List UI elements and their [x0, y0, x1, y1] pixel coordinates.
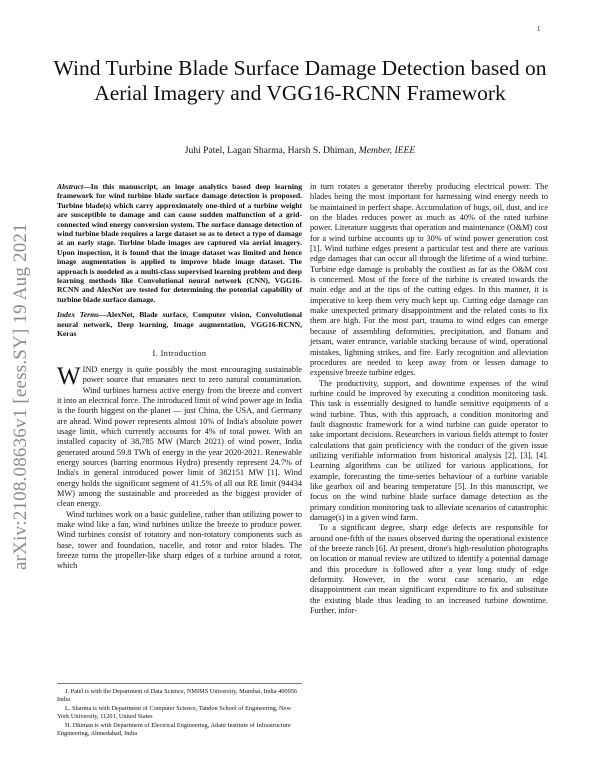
intro-paragraph-2: Wind turbines work on a basic guideline, rather than utilizing power to make wind like a fan, wind turbines utilize the breeze to produce power. Wind turbines consist of rotatory and non-rotatory components such as base, tower and foundation, nacelle, and rotor and rotor blades. The breeze turns the propeller-like sharp edges of a turbine around a rotor, which — [57, 509, 302, 571]
section-heading-introduction: I. Introduction — [152, 348, 207, 358]
body-paragraph: The productivity, support, and downtime expenses of the wind turbine could be improved by executing a condition monitoring task. This task is essentially designed to handle sensitive equipments of a wind turbine. Thus, with this approach, a condition monitoring and fault diagnostic framework for a wind turbine can guide operator to take important decisions. Researchers in various fields attempt to foster calculations that gain proficiency with the conduct of the given issue utilizing verifiable information from historical analysis [2], [3], [4]. Learning algorithms can be utilized for various applications, for example, forecasting the time-series behaviour of a turbine variable like gearbox oil and bearing temperature [5]. In this manuscript, we focus on the wind turbine blade surface damage detection as the primary condition monitoring task to alleviate scenarios of catastrophic damage(s) in a given wind farm. — [310, 378, 548, 522]
index-terms-text: —AlexNet, Blade surface, Computer vision, Convolutional neural network, Deep learning, Image augmentation, VGG16-RCNN, Keras — [57, 310, 303, 339]
arxiv-stamp: arXiv:2108.08636v1 [eess.SY] 19 Aug 2021 — [10, 223, 31, 570]
footnote: J. Patel is with the Department of Data Science, NMIMS University, Mumbai, India 400056 India — [57, 688, 298, 703]
intro-paragraph-1 — [57, 362, 302, 510]
footnote: H. Dhiman is with Department of Electrical Engineering, Adani Institute of Infrastructure Engineering, Ahmedabad, India — [57, 722, 291, 737]
page-number: 1 — [537, 25, 541, 33]
abstract — [57, 182, 302, 304]
drop-cap: W — [57, 362, 81, 390]
author-membership: Member, IEEE — [358, 145, 416, 156]
author-line — [50, 145, 550, 156]
affiliation-footnotes — [57, 683, 302, 739]
author-names: Juhi Patel, Lagan Sharma, Harsh S. Dhiman, — [184, 145, 357, 156]
abstract-label: Abstract — [57, 182, 84, 191]
footnote: L. Sharma is with Department of Computer Science, Tandon School of Engineering, New York University, 11201, United States — [57, 705, 291, 720]
paper-title: Wind Turbine Blade Surface Damage Detection based on Aerial Imagery and VGG16-RCNN Framework — [53, 56, 547, 105]
body-paragraph: To a significant degree, sharp edge defects are responsible for around one-fifth of the issues observed during the operational existence of the breeze ranch [6]. At present, drone's high-resolution photographs on location or manual review are utilized to identify a potential damage and this procedure is followed after a year long study of edge deformity. However, in the worst case scenario, an edge disappointment can mean significant expenditure to fix and substitute the existing blade thus leading to an increased turbine downtime. Further, infor- — [310, 523, 548, 616]
right-column — [310, 182, 548, 616]
body-paragraph: in turn rotates a generator thereby producing electrical power. The blades being the most important for harnessing wind energy needs to be maintained in perfect shape. Accumulation of bugs, oil, dust, and ice on the blades reduces power as much as 40% of the rated turbine power. Literature suggests that operation and maintenance (O&M) cost for a wind turbine accounts up to 30% of wind power generation cost [1]. Wind turbine edges present a particular test and there are various edge damages that can occur all through the lifetime of a wind turbine. Turbine edge damage is probably the costliest as far as the O&M cost is concerned. Most of the force of the turbine is created towards the main edge and at the tips of the cutting edges. In this manner, it is imperative to keep them very much kept up. Cutting edge damage can make unexpected primary disappointment and the related costs to fix them are high. For the most part, trauma to wind edges can emerge because of assembling deformities, precipitation, and flotsam and jetsam, water entrance, variable stacking because of wind, operational mistakes, lightning strikes, and fire. Early recognition and alleviation procedures are needed to keep away from or lessen damage to expensive breeze turbine edges. — [310, 182, 548, 378]
left-column — [57, 182, 302, 572]
index-terms — [57, 310, 302, 338]
intro-paragraph-1-text: IND energy is quite possibly the most encouraging sustainable power source that emanates next to zero natural contamination. Wind turbines harness active energy from the breeze and convert it into an electrical force. The introduced limit of wind power age in India is the fourth biggest on the planet — just China, the USA, and Germany are ahead. Wind power represents almost 10% of India's absolute power usage limit, which currently accounts for 4% of total power. With an installed capacity of 38,785 MW (March 2021) of wind power, India generated around 59.8 TWh of energy in the year 2020-2021. Renewable energy sources (barring enormous Hydro) presently represent 24.7% of India's in general introduced power limit of 382151 MW [1]. Wind energy holds the significant segment of 41.5% of all out RE limit (94434 MW) among the sustainable and proceeded as the biggest provider of clean energy. — [57, 364, 302, 509]
abstract-text: —In this manuscript, an image analytics based deep learning framework for wind turbine blade surface damage detection is proposed. Turbine blade(s) which carry approximately one-third of a turbine weight are susceptible to damage and can cause sudden malfunction of a grid-connected wind energy conversion system. The surface damage detection of wind turbine blade requires a large dataset so as to detect a type of damage at an early stage. Turbine blade images are captured via aerial imagery. Upon inspection, it is found that the image dataset was limited and hence image augmentation is applied to improve blade image dataset. The approach is modeled as a multi-class supervised learning problem and deep learning methods like Convolutional neural network (CNN), VGG16-RCNN and AlexNet are tested for determining the potential capability of turbine blade surface damage. — [57, 182, 302, 304]
index-terms-label: Index Terms — [57, 310, 99, 320]
